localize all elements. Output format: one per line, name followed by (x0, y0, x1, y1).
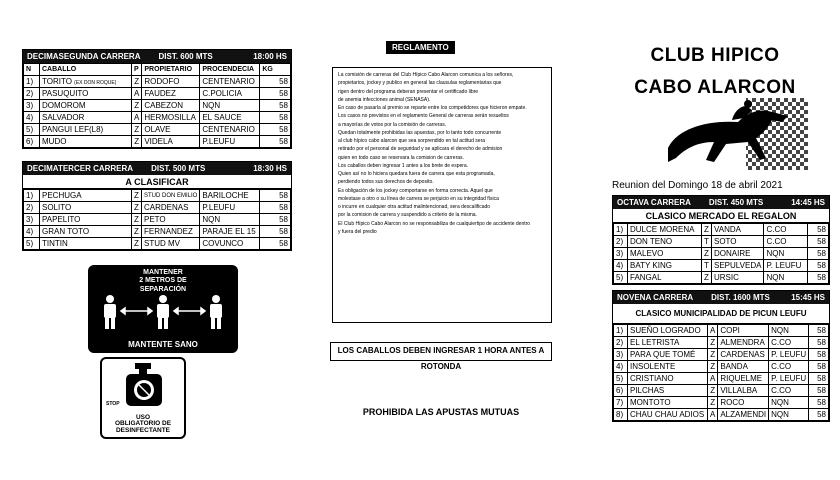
table-row (614, 260, 829, 272)
sex: Z (132, 100, 142, 112)
reglamento-line: a mayorías de votos por la comisión de carreras. (338, 121, 447, 128)
runner-number: 4) (24, 226, 40, 238)
runner-number: 6) (614, 385, 628, 397)
race-13-name: DECIMATERCER CARRERA (27, 164, 134, 173)
race-8-subtitle: CLASICO MERCADO EL REGALON (613, 209, 829, 223)
owner: STUD DON EMILIO (142, 190, 200, 202)
sex: Z (132, 76, 142, 88)
reglamento-line: Quien así no lo hiciera quedara fuera de carrera que esta programada, (338, 171, 495, 177)
weight: 58 (809, 373, 829, 385)
race-12-header-row (24, 64, 291, 76)
sex: T (702, 260, 712, 272)
runner-number: 3) (614, 248, 628, 260)
sex: Z (708, 397, 718, 409)
runner-number: 4) (614, 260, 628, 272)
runner-number: 4) (614, 361, 628, 373)
race-13-card (22, 161, 292, 251)
origin: C.CO (769, 385, 809, 397)
club-title-line1: CLUB HIPICO (650, 45, 780, 66)
origin: C.CO (769, 361, 809, 373)
race-9-name: NOVENA CARRERA (617, 293, 694, 302)
runner-number: 2) (24, 202, 40, 214)
table-row (614, 409, 829, 421)
runner-number: 1) (24, 190, 40, 202)
owner: RIQUELME (718, 373, 769, 385)
race-9-time: 15:45 HS (791, 293, 825, 302)
sex: Z (702, 224, 712, 236)
horse-name: SOLITO (40, 202, 132, 214)
reglamento-line: retirado por el personal de seguridad y se aplicara el derecho de admision (338, 146, 503, 153)
col-n: N (24, 64, 40, 76)
horse-name: DOMOROM (40, 100, 132, 112)
reglamento-box (332, 67, 552, 323)
keep-healthy-text: MANTENTE SANO (128, 340, 198, 349)
weight: 58 (260, 190, 291, 202)
club-title (615, 40, 815, 104)
sex: Z (132, 238, 142, 250)
reglamento-title: REGLAMENTO (386, 41, 455, 54)
owner: CARDENAS (142, 202, 200, 214)
horse-name: BATY KING (628, 260, 702, 272)
weight: 58 (260, 214, 291, 226)
meeting-date: Reunion del Domingo 18 de abril 2021 (612, 180, 783, 191)
reglamento-line: La comisión de carreras del Club Hípico Cabo Alarcon comunica a los señores, (338, 72, 514, 78)
owner: FERNANDEZ (142, 226, 200, 238)
origin: P.LEUFU (200, 136, 260, 148)
race-9-distance: DIST. 1600 MTS (711, 293, 770, 302)
table-row (614, 325, 829, 337)
weight: 58 (809, 361, 829, 373)
owner: FAUDEZ (142, 88, 200, 100)
race-13-distance: DIST. 500 MTS (151, 164, 206, 173)
col-procedencia: PROCENDECIA (200, 64, 260, 76)
horse-name: EL LETRISTA (628, 337, 708, 349)
rotonda-notice: LOS CABALLOS DEBEN INGRESAR 1 HORA ANTES A ROTONDA (330, 342, 552, 361)
weight: 58 (809, 385, 829, 397)
origin: C.CO (764, 236, 808, 248)
table-row (24, 124, 291, 136)
horse-name: MALEVO (628, 248, 702, 260)
sex: A (708, 325, 718, 337)
origin: EL SAUCE (200, 112, 260, 124)
owner: COPI (718, 325, 769, 337)
origin: C.CO (769, 337, 809, 349)
runner-number: 8) (614, 409, 628, 421)
horse-name: MUDO (40, 136, 132, 148)
origin: NQN (769, 397, 809, 409)
horse-name: TORITO (EX DON ROQUE) (40, 76, 132, 88)
sanitizer-text: USO OBLIGATORIO DE DESINFECTANTE (114, 413, 172, 435)
keep-distance-text: MANTENER 2 METROS DE SEPARACIÓN (139, 269, 187, 293)
reglamento-line: o incurre en cualquier otra actitud malintencionad, sera descalificado (338, 204, 491, 210)
owner: VILLALBA (718, 385, 769, 397)
race-13-subtitle: A CLASIFICAR (23, 175, 291, 189)
race-12-header (23, 50, 291, 63)
runner-number: 7) (614, 397, 628, 409)
reglamento-line: de anemia infecciones animal (SENASA). (338, 96, 431, 103)
reglamento-line: Quedan totalmente prohibidas las apuestas, por lo tanto todo concurrente (338, 129, 502, 136)
table-row (614, 397, 829, 409)
sex: A (132, 112, 142, 124)
origin: P.LEUFU (200, 202, 260, 214)
weight: 58 (260, 202, 291, 214)
origin: PARAJE EL 15 (200, 226, 260, 238)
horse-name: CRISTIANO (628, 373, 708, 385)
reglamento-line: al club hípico cabo alarcon que sea sorprendido en tal actitud sera (338, 138, 486, 144)
owner: ALMENDRA (718, 337, 769, 349)
table-row (614, 248, 829, 260)
origin: NQN (200, 100, 260, 112)
horse-name: SUEÑO LOGRADO (628, 325, 708, 337)
race-9-subtitle: CLASICO MUNICIPALIDAD DE PICUN LEUFU (613, 304, 829, 324)
owner: DONAIRE (712, 248, 764, 260)
sex: Z (708, 385, 718, 397)
weight: 58 (809, 409, 829, 421)
race-9-header (613, 291, 829, 304)
owner: BANDA (718, 361, 769, 373)
weight: 58 (808, 272, 829, 284)
owner: PETO (142, 214, 200, 226)
race-13-header (23, 162, 291, 175)
table-row (614, 236, 829, 248)
reglamento-line: perdiendo todos sus derechos de deposito. (338, 179, 434, 186)
table-row (24, 76, 291, 88)
weight: 58 (808, 260, 829, 272)
table-row (614, 373, 829, 385)
stop-text: STOP (106, 401, 120, 407)
runner-number: 3) (24, 100, 40, 112)
weight: 58 (260, 100, 291, 112)
runner-number: 1) (614, 325, 628, 337)
weight: 58 (809, 337, 829, 349)
weight: 58 (260, 124, 291, 136)
owner: ALZAMENDI (718, 409, 769, 421)
people-distance-icon (88, 293, 238, 333)
horse-name: MONTOTO (628, 397, 708, 409)
weight: 58 (808, 224, 829, 236)
horse-name: INSOLENTE (628, 361, 708, 373)
race-12-table (23, 63, 291, 148)
col-propietario: PROPIETARIO (142, 64, 200, 76)
horse-name: PANGUI LEF(L8) (40, 124, 132, 136)
reglamento-line: Los casos no previstos en el reglamento General de carreras serán resueltos (338, 113, 509, 120)
race-8-header (613, 196, 829, 209)
table-row (24, 112, 291, 124)
horse-name: PARA QUE TOMÉ (628, 349, 708, 361)
horse-name: PECHUGA (40, 190, 132, 202)
table-row (614, 224, 829, 236)
table-row (24, 226, 291, 238)
sex: Z (708, 337, 718, 349)
sex: Z (708, 349, 718, 361)
reglamento-line: El Club Hípico Cabo Alarcon no se responsabiliza de cualquiertipo de accidente dentro (338, 220, 531, 227)
table-row (24, 136, 291, 148)
origin: NQN (769, 325, 809, 337)
col-caballo: CABALLO (40, 64, 132, 76)
sex: Z (132, 124, 142, 136)
runner-number: 2) (614, 337, 628, 349)
sex: Z (132, 214, 142, 226)
reglamento-line: por la comision de carrera y suspendido a criterio de la misma. (338, 212, 477, 219)
origin: CENTENARIO (200, 124, 260, 136)
table-row (614, 337, 829, 349)
horse-name: PASUQUITO (40, 88, 132, 100)
sanitizer-sign (100, 357, 186, 439)
reglamento-line: rigen dentro del programa deberan presentar el certificado libre (338, 88, 479, 95)
origin: CENTENARIO (200, 76, 260, 88)
race-12-card (22, 49, 292, 149)
weight: 58 (809, 325, 829, 337)
runner-number: 4) (24, 112, 40, 124)
origin: P. LEUFU (769, 373, 809, 385)
table-row (24, 214, 291, 226)
reglamento-line: quien en todo caso se reservara la comision de carreras. (338, 154, 464, 161)
race-12-name: DECIMASEGUNDA CARRERA (27, 52, 141, 61)
sex: Z (132, 136, 142, 148)
owner: ROCO (718, 397, 769, 409)
origin: NQN (200, 214, 260, 226)
sex: Z (702, 248, 712, 260)
table-row (614, 385, 829, 397)
owner: CABEZON (142, 100, 200, 112)
sex: Z (132, 226, 142, 238)
sex: Z (132, 190, 142, 202)
weight: 58 (809, 349, 829, 361)
runner-number: 2) (614, 236, 628, 248)
table-row (24, 100, 291, 112)
race-8-distance: DIST. 450 MTS (708, 198, 764, 207)
runner-number: 5) (24, 238, 40, 250)
runner-number: 5) (24, 124, 40, 136)
table-row (614, 349, 829, 361)
table-row (24, 238, 291, 250)
weight: 58 (260, 76, 291, 88)
race-9-table (613, 324, 829, 421)
origin: C.POLICIA (200, 88, 260, 100)
col-p: P (132, 64, 142, 76)
table-row (24, 190, 291, 202)
owner: HERMOSILLA (142, 112, 200, 124)
weight: 58 (260, 238, 291, 250)
origin: BARILOCHE (200, 190, 260, 202)
owner: URSIC (712, 272, 764, 284)
reglamento-line: En caso de pasarla al premio se reparte entre los competidores que hicieron empate. (338, 105, 527, 111)
sex: A (708, 409, 718, 421)
racehorse-jockey-logo (648, 98, 808, 170)
owner: SOTO (712, 236, 764, 248)
origin: COVUNCO (200, 238, 260, 250)
runner-number: 5) (614, 272, 628, 284)
sex: Z (708, 361, 718, 373)
horse-name: CHAU CHAU ADIOS (628, 409, 708, 421)
reglamento-line: molestase a otro o su línea de carrera se perjuicio en su integridad física (338, 195, 499, 202)
club-title-line2: CABO ALARCON (634, 77, 796, 98)
sex: Z (132, 202, 142, 214)
table-row (614, 272, 829, 284)
race-13-time: 18:30 HS (253, 164, 287, 173)
keep-distance-sign (88, 265, 238, 353)
horse-name: PILCHAS (628, 385, 708, 397)
reglamento-line: y fuera del predio (338, 228, 377, 235)
runner-number: 6) (24, 136, 40, 148)
reglamento-line: Es obligación de los jockey comportarse en forma correcta. Aquel que (338, 187, 493, 194)
reglamento-line: propietarios, jockey y publico en general las clausulas reglamentarias que (338, 80, 502, 87)
runner-number: 3) (614, 349, 628, 361)
horse-name: FANGAL (628, 272, 702, 284)
origin: P. LEUFU (769, 349, 809, 361)
sex: A (708, 373, 718, 385)
sex: Z (702, 272, 712, 284)
reglamento-line: Los caballos deben ingresar 1 antes a los brete de espera. (338, 162, 469, 169)
horse-name: GRAN TOTO (40, 226, 132, 238)
runner-number: 1) (24, 76, 40, 88)
runner-number: 3) (24, 214, 40, 226)
origin: P. LEUFU (764, 260, 808, 272)
table-row (614, 361, 829, 373)
race-8-card (612, 195, 830, 285)
origin: NQN (769, 409, 809, 421)
owner: OLAVE (142, 124, 200, 136)
horse-name: DON TENO (628, 236, 702, 248)
weight: 58 (808, 248, 829, 260)
weight: 58 (260, 226, 291, 238)
col-kg: KG (260, 64, 291, 76)
race-8-name: OCTAVA CARRERA (617, 198, 691, 207)
weight: 58 (808, 236, 829, 248)
betting-prohibited-notice: PROHIBIDA LAS APUSTAS MUTUAS (362, 407, 520, 417)
horse-name: PAPELITO (40, 214, 132, 226)
sex: T (702, 236, 712, 248)
owner: VANDA (712, 224, 764, 236)
horse-name: TINTIN (40, 238, 132, 250)
horse-name: SALVADOR (40, 112, 132, 124)
owner: VIDELA (142, 136, 200, 148)
owner: SEPULVEDA (712, 260, 764, 272)
table-row (24, 88, 291, 100)
race-8-table (613, 223, 829, 284)
weight: 58 (260, 112, 291, 124)
weight: 58 (260, 136, 291, 148)
weight: 58 (260, 88, 291, 100)
owner: RODOFO (142, 76, 200, 88)
table-row (24, 202, 291, 214)
weight: 58 (809, 397, 829, 409)
race-8-time: 14:45 HS (791, 198, 825, 207)
runner-number: 1) (614, 224, 628, 236)
owner: STUD MV (142, 238, 200, 250)
race-12-time: 18:00 HS (253, 52, 287, 61)
owner: CARDENAS (718, 349, 769, 361)
sex: A (132, 88, 142, 100)
race-13-table (23, 189, 291, 250)
race-12-distance: DIST. 600 MTS (158, 52, 213, 61)
runner-number: 5) (614, 373, 628, 385)
origin: NQN (764, 248, 808, 260)
origin: NQN (764, 272, 808, 284)
origin: C.CO (764, 224, 808, 236)
runner-number: 2) (24, 88, 40, 100)
race-9-card (612, 290, 830, 422)
horse-name: DULCE MORENA (628, 224, 702, 236)
